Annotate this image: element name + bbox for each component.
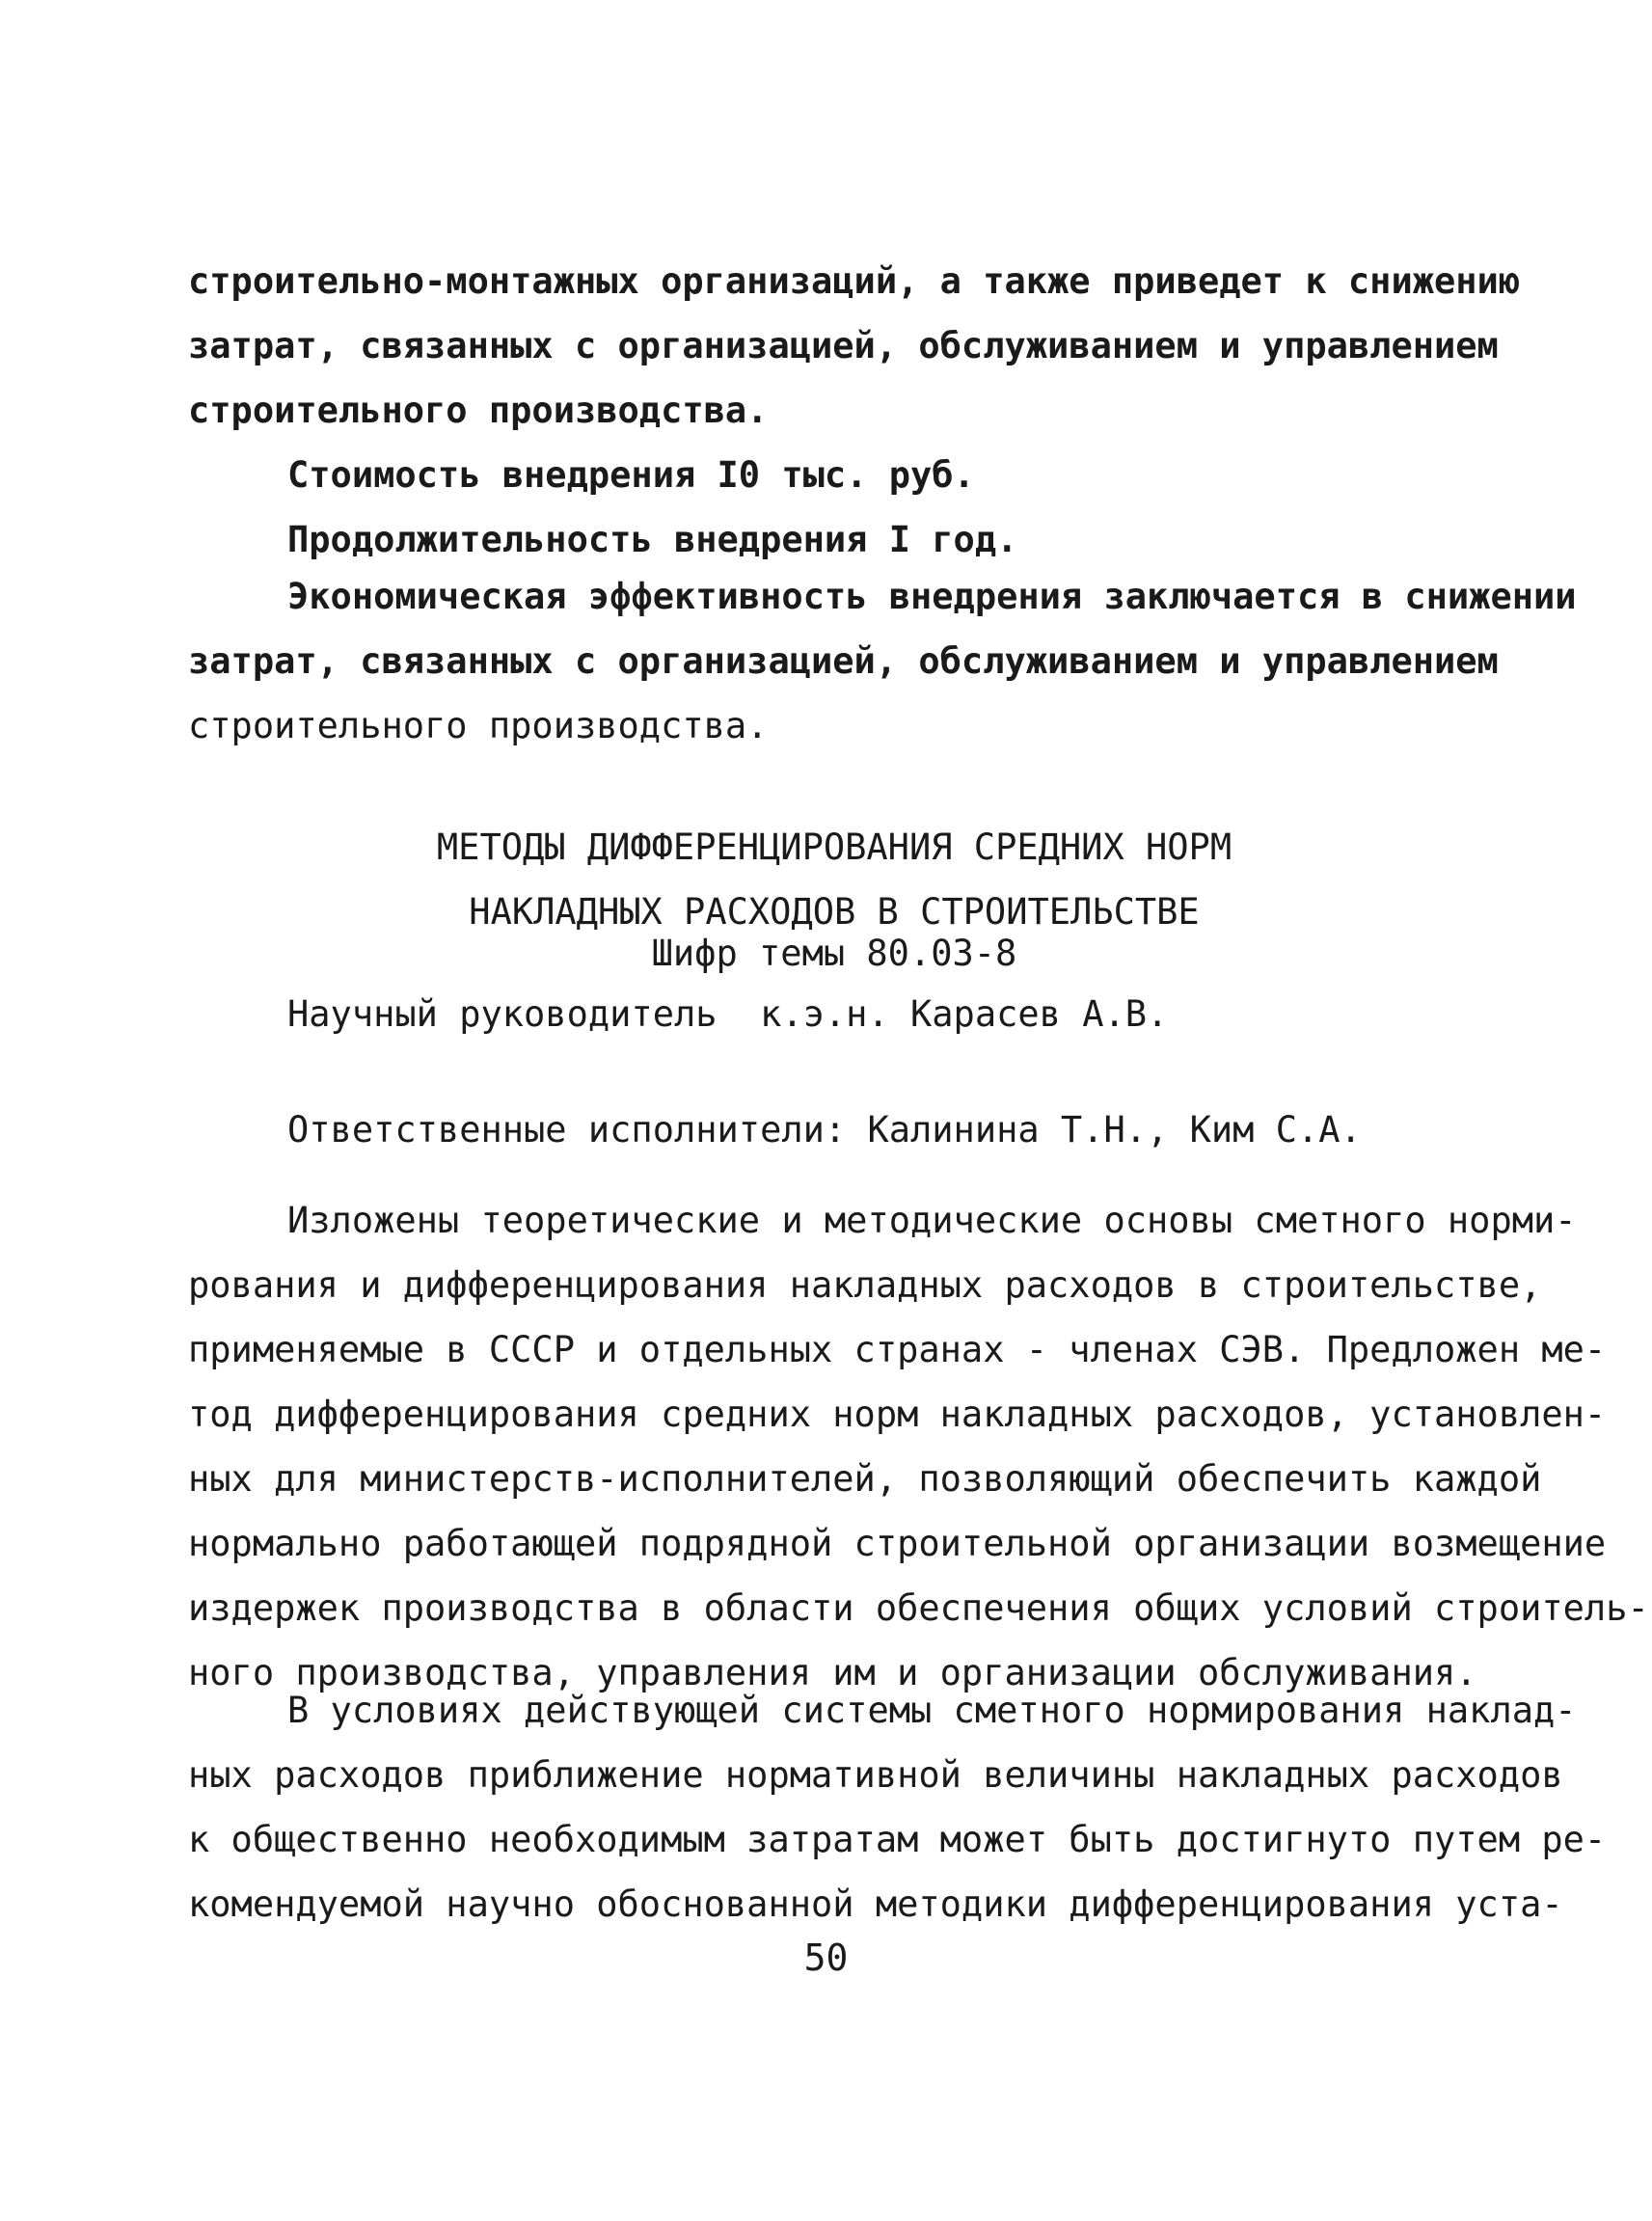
topic-code-block [188, 921, 1480, 986]
text-line: ного производства, управления им и организации обслуживания. [188, 1652, 1477, 1693]
paragraph-abstract [188, 1188, 1649, 1705]
text-line: В условиях действующей системы сметного нормирования наклад- [287, 1690, 1577, 1731]
text-line: затрат, связанных с организацией, обслуживанием и управлением [188, 325, 1499, 366]
implementation-details [188, 443, 1480, 572]
text-line: строительного производства. [188, 705, 769, 746]
text-line: ных расходов приближение нормативной величины накладных расходов [188, 1754, 1563, 1796]
text-line: к общественно необходимым затратам может быть достигнуто путем ре- [188, 1819, 1607, 1860]
title-line: МЕТОДЫ ДИФФЕРЕНЦИРОВАНИЯ СРЕДНИХ НОРМ [436, 826, 1232, 868]
text-line: тод дифференцирования средних норм накладных расходов, установлен- [188, 1394, 1607, 1435]
scientific-supervisor: Научный руководитель к.э.н. Карасев А.В. [287, 993, 1169, 1035]
paragraph-current-system [188, 1678, 1607, 1937]
text-line: применяемые в СССР и отдельных странах - членах СЭВ. Предложен ме- [188, 1329, 1607, 1370]
topic-code: Шифр темы 80.03-8 [651, 933, 1017, 974]
text-line: строительно-монтажных организаций, а также приведет к снижению [188, 260, 1521, 302]
paragraph-economic-efficiency [188, 564, 1577, 758]
responsible-executors: Ответственные исполнители: Калинина Т.Н., Ким С.А. [287, 1109, 1362, 1151]
text-line: издержек производства в области обеспечения общих условий строитель- [188, 1587, 1649, 1629]
text-line: комендуемой научно обоснованной методики дифференцирования уста- [188, 1883, 1563, 1925]
page-number: 50 [803, 1937, 849, 1979]
text-line: затрат, связанных с организацией, обслуживанием и управлением [188, 640, 1499, 682]
text-line: рования и дифференцирования накладных расходов в строительстве, [188, 1264, 1542, 1306]
title-line: НАКЛАДНЫХ РАСХОДОВ В СТРОИТЕЛЬСТВЕ [469, 891, 1200, 933]
text-line: строительного производства. [188, 390, 769, 431]
supervisor-block [188, 982, 1480, 1046]
text-line: ных для министерств-исполнителей, позволяющий обеспечить каждой [188, 1458, 1542, 1500]
implementation-cost: Стоимость внедрения I0 тыс. руб. [287, 454, 975, 496]
implementation-duration: Продолжительность внедрения I год. [287, 519, 1018, 560]
executors-block [188, 1097, 1480, 1162]
paragraph-savings-continuation [188, 249, 1521, 443]
text-line: Экономическая эффективность внедрения заключается в снижении [287, 576, 1577, 617]
text-line: Изложены теоретические и методические основы сметного норми- [287, 1200, 1577, 1241]
text-line: нормально работающей подрядной строительной организации возмещение [188, 1523, 1607, 1564]
